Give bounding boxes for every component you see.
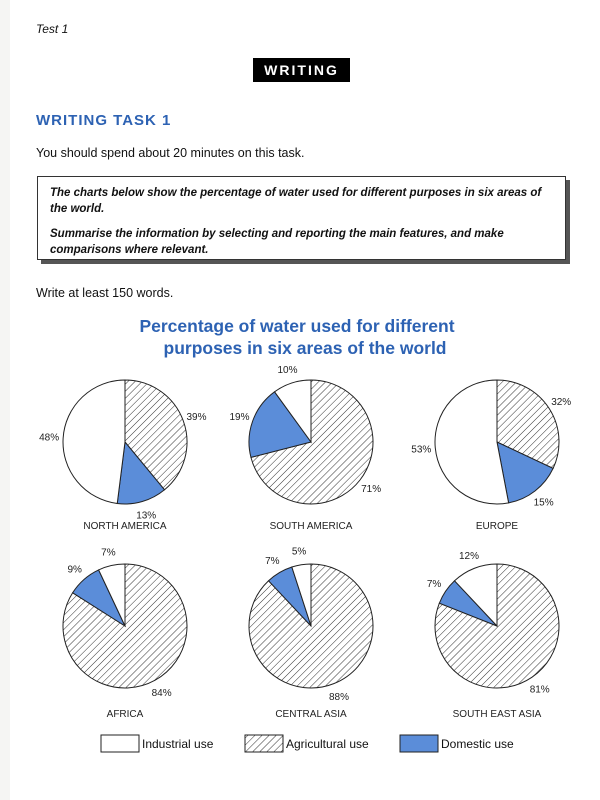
data-label-agricultural-use: 84% <box>151 688 172 700</box>
legend-swatch-agricultural-use <box>245 735 283 752</box>
section-banner: WRITING <box>253 58 350 82</box>
test-label: Test 1 <box>36 22 69 36</box>
chart-title-line-2: purposes in six areas of the world <box>163 338 447 358</box>
pie-south-america <box>229 365 381 532</box>
data-label-agricultural-use: 88% <box>328 692 350 704</box>
data-label-industrial-use: 5% <box>291 546 307 558</box>
prompt-instruction: Summarise the information by selecting and reporting the main features, and make comparisons where relevant. <box>50 228 504 256</box>
data-label-domestic-use: 9% <box>67 564 82 576</box>
data-label-agricultural-use: 81% <box>529 684 550 696</box>
pie-europe <box>411 380 571 532</box>
data-label-agricultural-use: 71% <box>361 484 382 496</box>
pie-region-label: SOUTH AMERICA <box>269 521 353 532</box>
pie-region-label: SOUTH EAST ASIA <box>452 709 542 720</box>
time-instruction: You should spend about 20 minutes on this task. <box>36 146 305 160</box>
legend <box>101 735 514 752</box>
data-label-domestic-use: 7% <box>426 578 442 590</box>
data-label-industrial-use: 12% <box>458 550 480 562</box>
data-label-industrial-use: 53% <box>411 444 432 456</box>
data-label-domestic-use: 19% <box>229 411 250 423</box>
pie-slice-industrial-use <box>63 380 125 504</box>
data-label-domestic-use: 15% <box>533 497 554 509</box>
legend-label-agricultural-use: Agricultural use <box>286 737 369 751</box>
legend-swatch-domestic-use <box>400 735 438 752</box>
pie-region-label: NORTH AMERICA <box>83 521 167 532</box>
data-label-agricultural-use: 32% <box>551 396 572 408</box>
data-label-industrial-use: 7% <box>101 547 116 559</box>
data-label-industrial-use: 48% <box>39 432 60 444</box>
prompt-description: The charts below show the percentage of water used for different purposes in six areas of the world. <box>50 187 542 215</box>
word-count-instruction: Write at least 150 words. <box>36 286 174 300</box>
legend-label-domestic-use: Domestic use <box>441 737 514 751</box>
data-label-agricultural-use: 39% <box>186 411 207 423</box>
chart-title-line-1: Percentage of water used for different <box>139 316 455 336</box>
data-label-domestic-use: 13% <box>136 510 157 522</box>
pie-region-label: EUROPE <box>475 521 519 532</box>
legend-label-industrial-use: Industrial use <box>142 737 214 751</box>
pie-north-america <box>39 380 207 532</box>
task-title: WRITING TASK 1 <box>36 112 172 129</box>
pie-south-east-asia <box>427 551 559 720</box>
pie-region-label: CENTRAL ASIA <box>275 709 347 720</box>
data-label-domestic-use: 7% <box>265 556 280 568</box>
data-label-industrial-use: 10% <box>277 365 298 377</box>
pie-africa <box>63 547 187 720</box>
pie-central-asia <box>249 546 373 720</box>
pie-region-label: AFRICA <box>106 709 144 720</box>
pies-layer <box>39 365 571 720</box>
legend-swatch-industrial-use <box>101 735 139 752</box>
